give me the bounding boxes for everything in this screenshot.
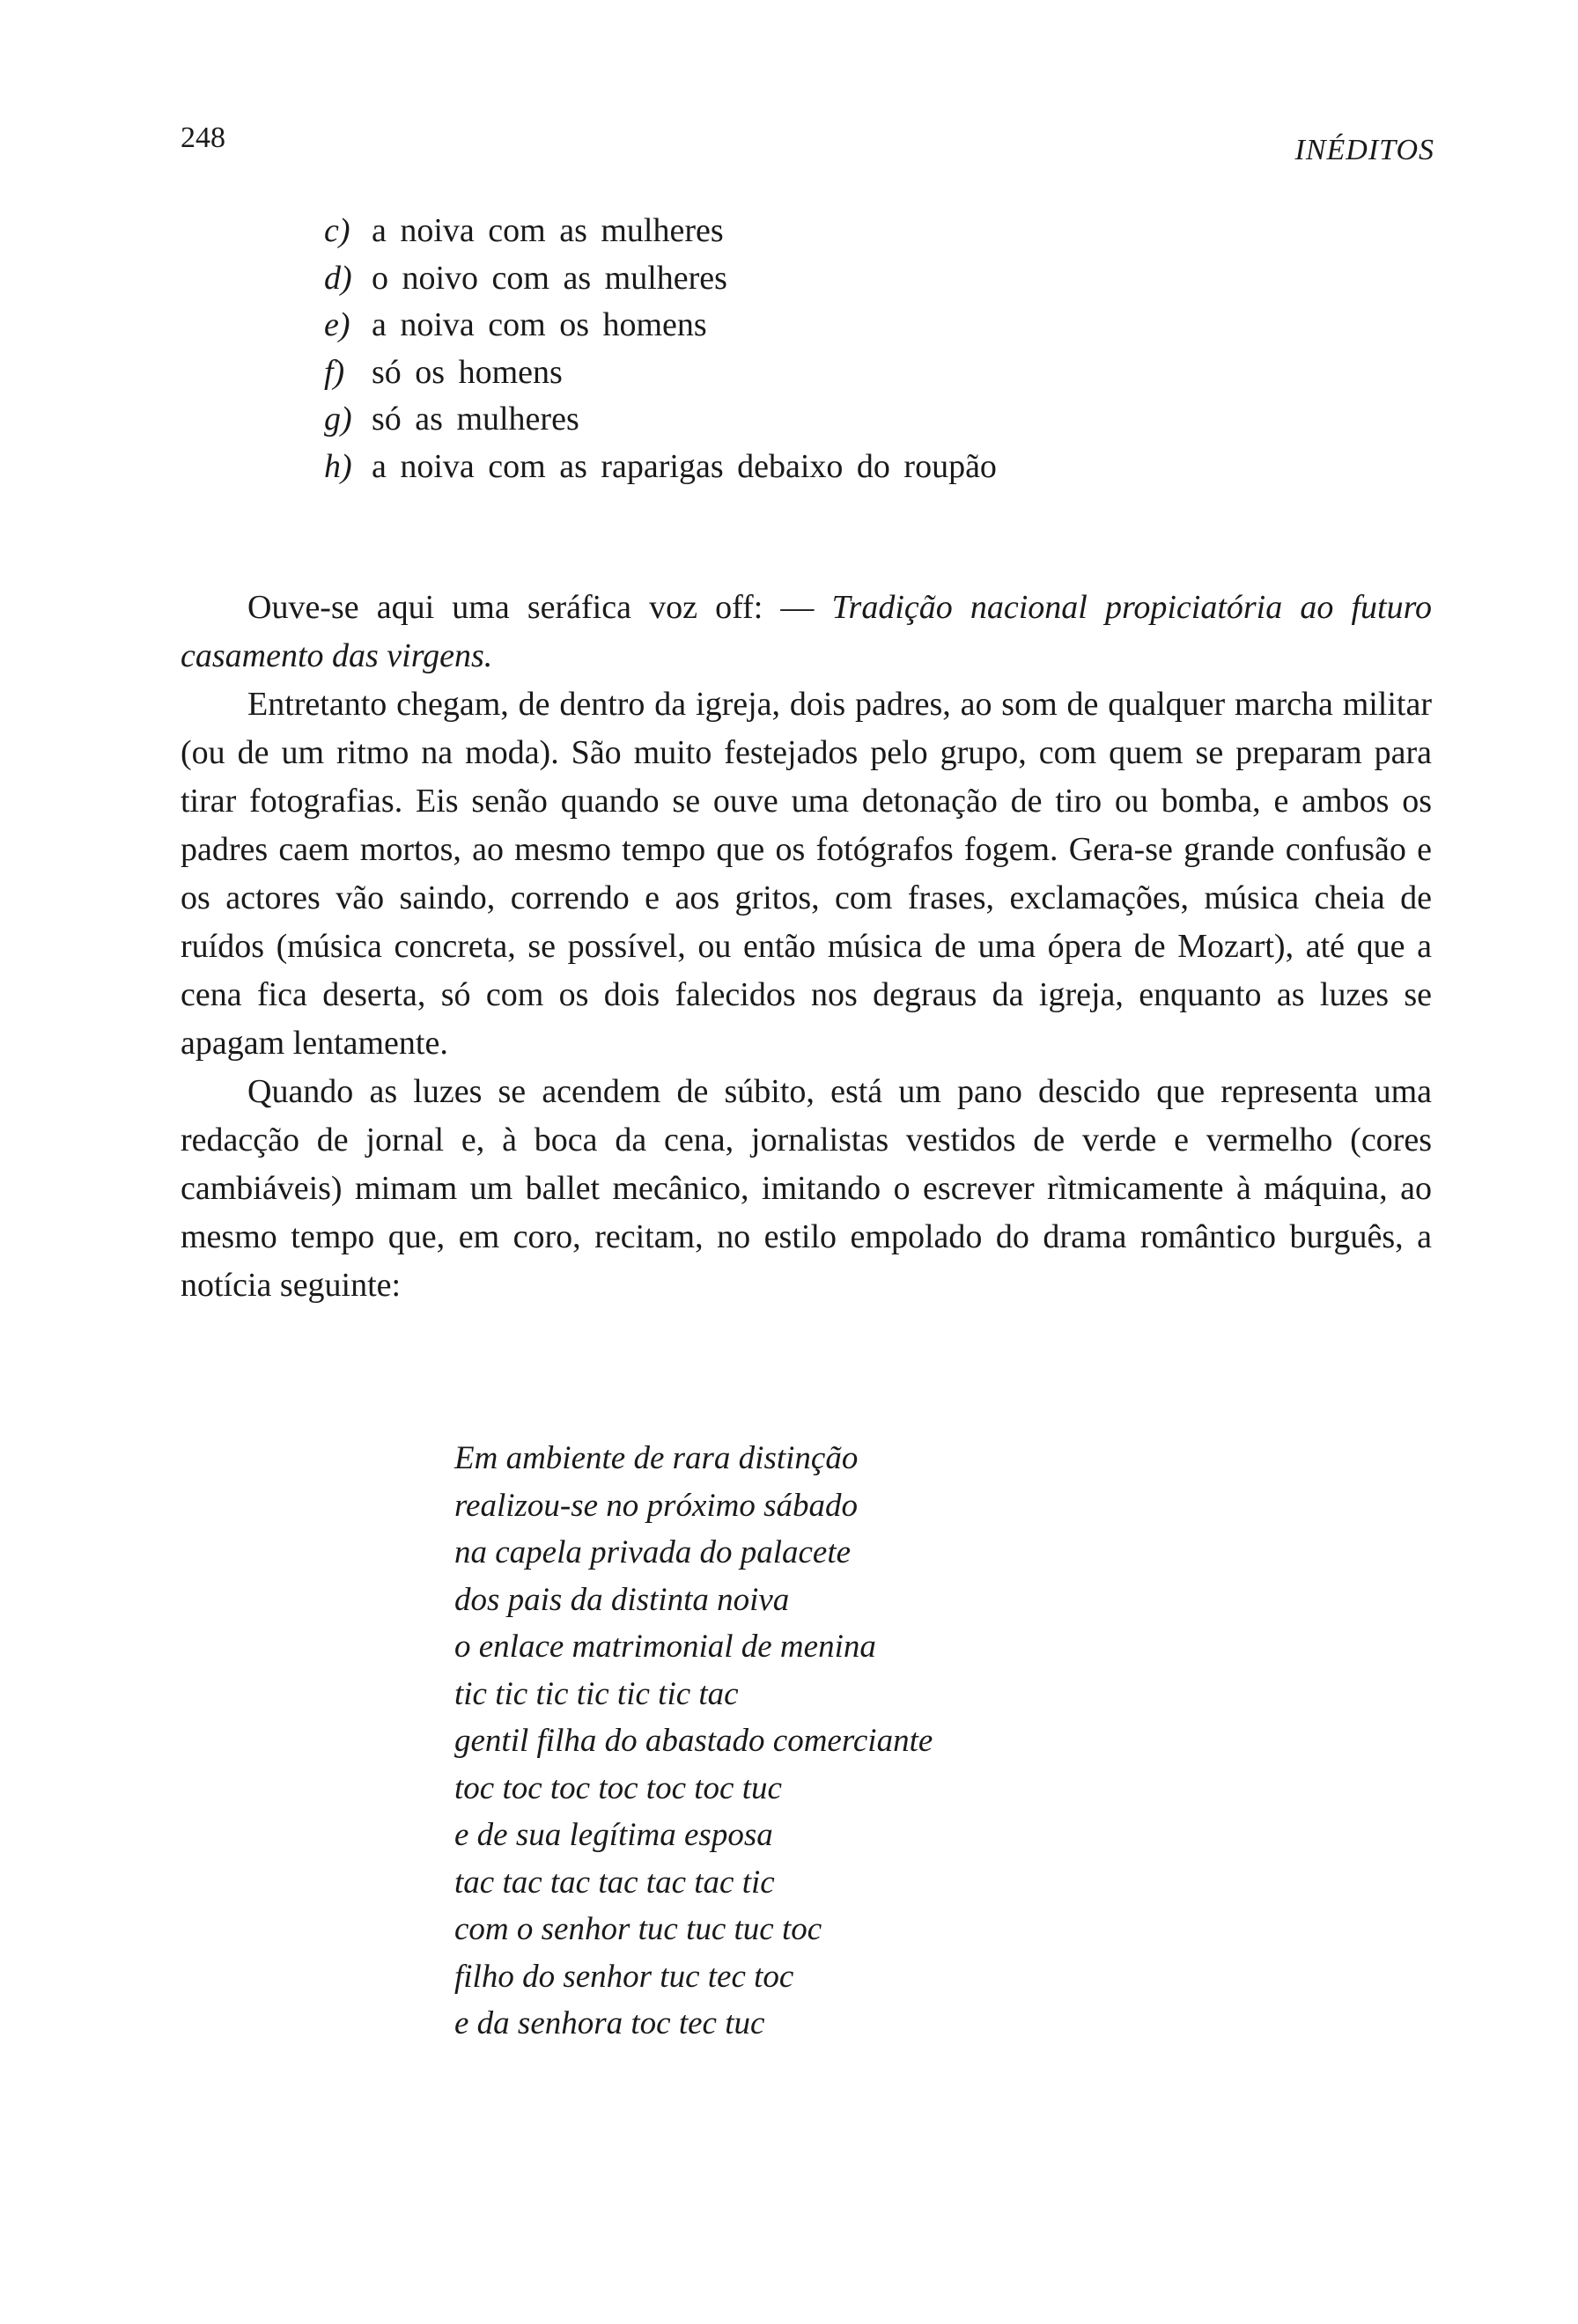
poem-line: o enlace matrimonial de menina (454, 1629, 876, 1665)
paragraph-lead: Ouve-se aqui uma seráfica voz off: — (247, 589, 832, 626)
body-text (181, 584, 1432, 1310)
list-item-text: a noiva com as mulheres (372, 212, 724, 249)
list-item (324, 444, 997, 491)
list-marker: e) (324, 306, 350, 343)
list-item-text: a noiva com os homens (372, 306, 707, 343)
italic-quote: Tradição nacional propiciatória ao futuro casamento das virgens. (181, 589, 1432, 674)
poem-line: gentil filha do abastado comerciante (454, 1723, 933, 1759)
list-marker: g) (324, 401, 352, 438)
paragraph-newsroom: Quando as luzes se acendem de súbito, está um pano descido que representa uma redacção de jornal e, à boca da cena, jornalistas vestidos de verde e vermelho (cores cambiáveis) mimam um ballet mecânico, imitando o escrever rìtmicamente à máquina, ao mesmo tempo que, em coro, recitam, no estilo empolado do drama romântico burguês, a notícia seguinte: (181, 1073, 1432, 1304)
poem-line: tac tac tac tac tac tac tic (454, 1864, 775, 1901)
list-item-text: só as mulheres (372, 401, 579, 438)
running-head: INÉDITOS (1294, 134, 1434, 166)
poem-line: realizou-se no próximo sábado (454, 1487, 859, 1524)
list-item (324, 255, 997, 303)
list-item (324, 349, 997, 397)
poem-line: dos pais da distinta noiva (454, 1581, 790, 1618)
list-item-text: a noiva com as raparigas debaixo do roupão (372, 447, 997, 485)
paragraph-voice-off (181, 584, 1432, 680)
poem-line: e da senhora toc tec tuc (454, 2005, 765, 2041)
list-marker: h) (324, 447, 352, 485)
poem-line: e de sua legítima esposa (454, 1817, 773, 1853)
list-item (324, 396, 997, 444)
poem-line: tic tic tic tic tic tic tac (454, 1675, 739, 1712)
poem-line: filho do senhor tuc tec toc (454, 1958, 794, 1995)
poem-line: toc toc toc toc toc toc tuc (454, 1769, 782, 1806)
list-marker: d) (324, 259, 352, 297)
page-number: 248 (181, 121, 225, 154)
poem-line: na capela privada do palacete (454, 1534, 852, 1570)
list-marker: f) (324, 353, 345, 391)
list-item-text: o noivo com as mulheres (372, 259, 727, 297)
poem-news-item (454, 1435, 933, 2048)
list-item (324, 302, 997, 349)
list-item (324, 208, 997, 255)
poem-line: com o senhor tuc tuc tuc toc (454, 1911, 822, 1947)
paragraph-priests: Entretanto chegam, de dentro da igreja, dois padres, ao som de qualquer marcha militar (ou de um ritmo na moda). São muito festejados pelo grupo, com quem se preparam para tirar fotografias. Eis senão quando se ouve uma detonação de tiro ou bomba, e ambos os padres caem mortos, ao mesmo tempo que os fotógrafos fogem. Gera-se grande confusão e os actores vão saindo, correndo e aos gritos, com frases, exclamações, música cheia de ruídos (música concreta, se possível, ou então música de uma ópera de Mozart), até que a cena fica deserta, só com os dois falecidos nos degraus da igreja, enquanto as luzes se apagam lentamente. (181, 686, 1432, 1062)
enumerated-list (324, 208, 997, 490)
poem-line: Em ambiente de rara distinção (454, 1440, 859, 1476)
list-item-text: só os homens (372, 353, 563, 391)
list-marker: c) (324, 212, 350, 249)
